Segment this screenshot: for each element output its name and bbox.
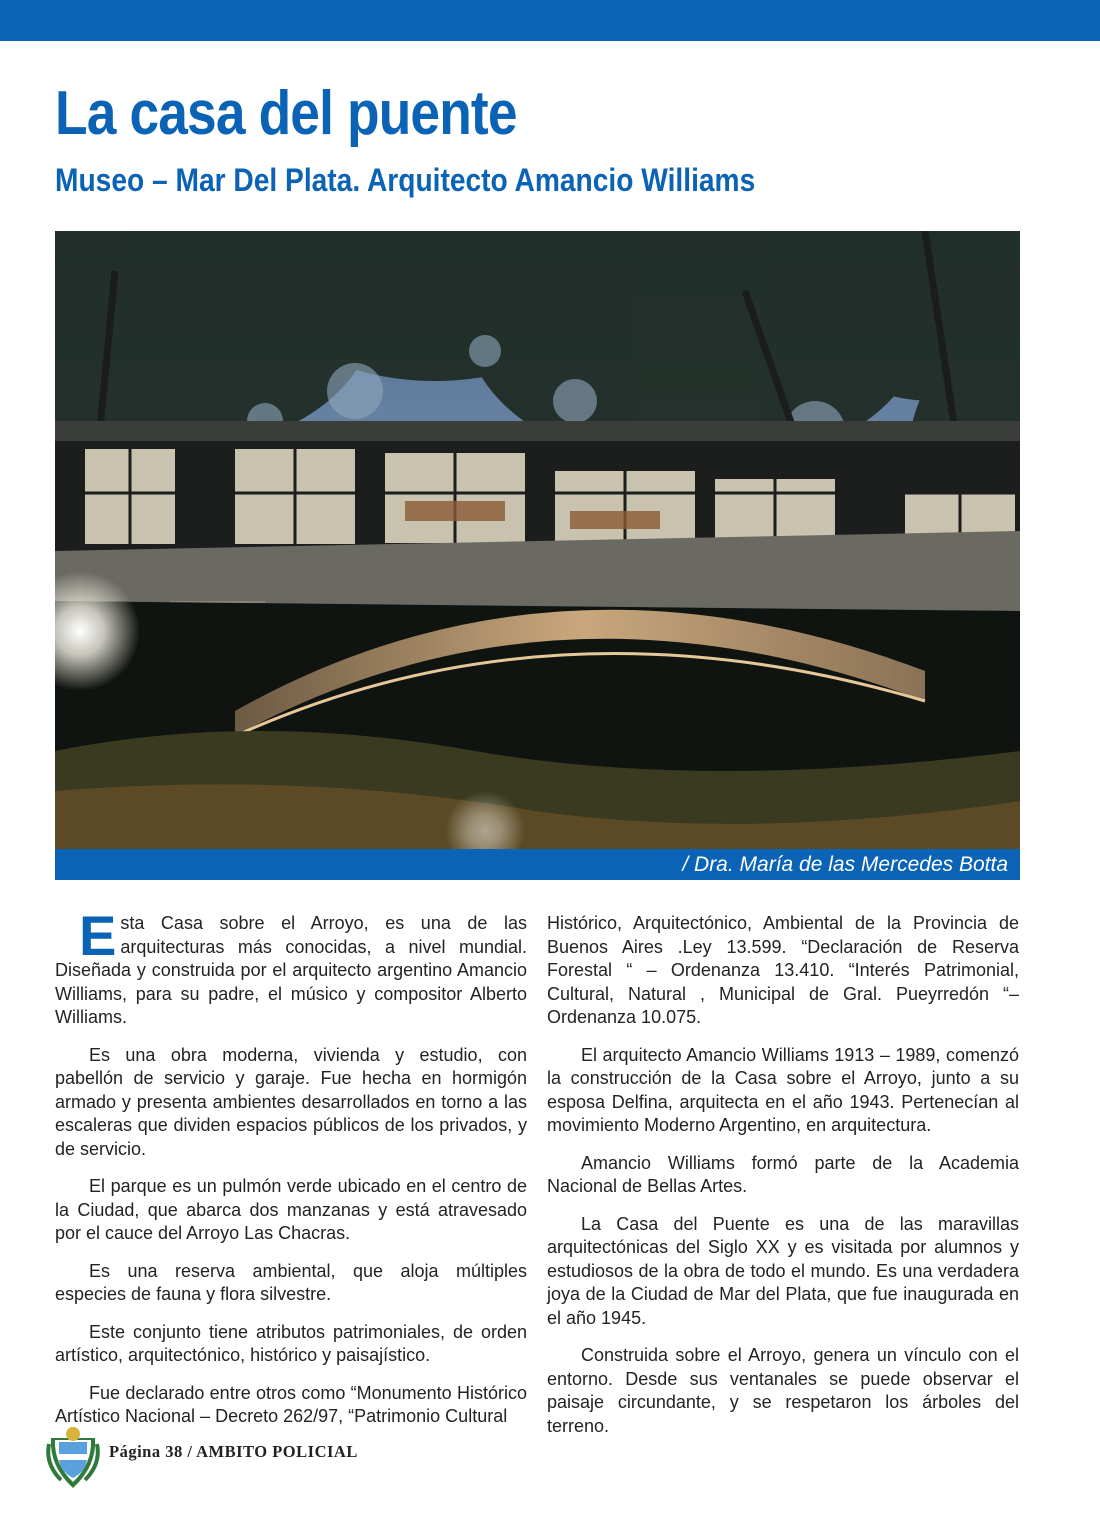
drop-cap: E: [79, 904, 117, 967]
paragraph-text: sta Casa sobre el Arroyo, es una de las arquitecturas más conocidas, a nivel mundial. Diseñada y construida por el arquitecto argentino Amancio Williams, para su padre, el músico y compositor Alberto Williams.: [55, 913, 527, 1027]
paragraph: Es una obra moderna, vivienda y estudio, con pabellón de servicio y garaje. Fue hecha en hormigón armado y presenta ambientes desarrollados en torno a las escaleras que dividen espacios públicos de los privados, y de servicio.: [55, 1044, 527, 1159]
article-title: La casa del puente: [55, 79, 517, 148]
photo-credit: / Dra. María de las Mercedes Botta: [682, 853, 1008, 876]
paragraph: La Casa del Puente es una de las maravillas arquitectónicas del Siglo XX y es visitada por alumnos y estudiosos de la obra de todo el mundo. Es una verdadera joya de la Ciudad de Mar del Plata, que fue inaugurada en el año 1945.: [547, 1213, 1019, 1328]
article-photo: [55, 231, 1020, 849]
paragraph: Fue declarado entre otros como “Monumento Histórico Artístico Nacional – Decreto 262/97, “Patrimonio Cultural: [55, 1382, 527, 1426]
paragraph: [55, 904, 527, 1030]
article-subtitle: Museo – Mar Del Plata. Arquitecto Amancio Williams: [55, 162, 756, 198]
paragraph: Construida sobre el Arroyo, genera un vínculo con el entorno. Desde sus ventanales se puede observar el paisaje circundante, y se respetaron los árboles del terreno.: [547, 1345, 1019, 1436]
paragraph: El arquitecto Amancio Williams 1913 – 1989, comenzó la construcción de la Casa sobre el Arroyo, junto a su esposa Delfina, arquitecta en el año 1943. Pertenecían al movimiento Moderno Argentino, en arquitectura.: [547, 1044, 1019, 1135]
article-column-right: [547, 912, 1019, 1452]
publication-name: / AMBITO POLICIAL: [187, 1442, 358, 1461]
photo-caption-bar: [55, 849, 1020, 880]
paragraph: Histórico, Arquitectónico, Ambiental de la Provincia de Buenos Aires .Ley 13.599. “Declaración de Reserva Forestal “ – Ordenanza 13.410. “Interés Patrimonial, Cultural, Natural , Municipal de Gral. Pueyrredón “– Ordenanza 10.075.: [547, 913, 1019, 1027]
paragraph: Es una reserva ambiental, que aloja múltiples especies de fauna y flora silvestre.: [55, 1260, 527, 1304]
police-seal-icon: [45, 1414, 101, 1494]
paragraph: El parque es un pulmón verde ubicado en el centro de la Ciudad, que abarca dos manzanas y está atravesado por el cauce del Arroyo Las Chacras.: [55, 1176, 527, 1243]
article-column-left: [55, 904, 527, 1443]
top-color-bar: [0, 0, 1100, 41]
paragraph: Este conjunto tiene atributos patrimoniales, de orden artístico, arquitectónico, histórico y paisajístico.: [55, 1321, 527, 1365]
page-number-label: [109, 1442, 358, 1462]
page-label: Página 38: [109, 1442, 183, 1461]
page-footer: [45, 1414, 645, 1494]
paragraph: Amancio Williams formó parte de la Academia Nacional de Bellas Artes.: [547, 1152, 1019, 1196]
house-bridge-photo-illustration: [55, 231, 1020, 849]
